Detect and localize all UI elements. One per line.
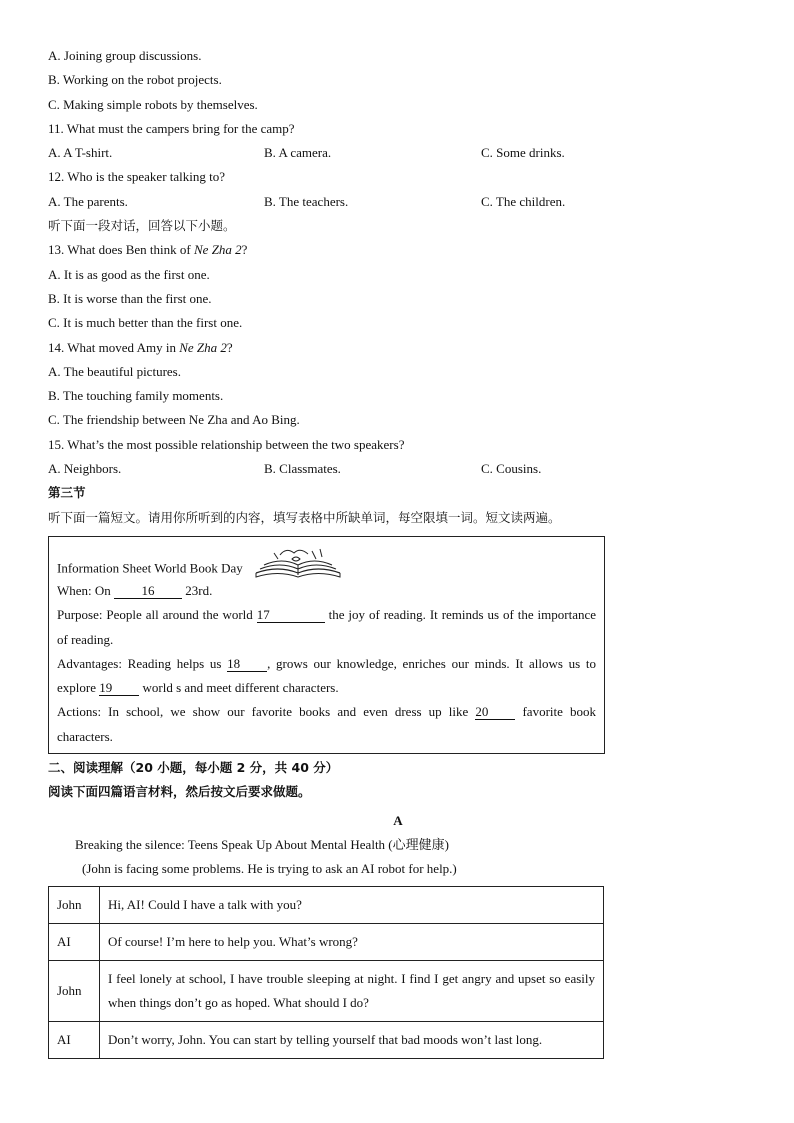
open-book-icon [250,545,346,594]
option-a: A. The beautiful pictures. [48,363,181,379]
option-a: A. A T-shirt. [48,145,113,161]
option-c: C. Cousins. [481,461,542,477]
table-row [49,923,604,960]
utterance: Of course! I’m here to help you. What’s wrong? [100,923,604,960]
option-b: B. Classmates. [264,461,341,477]
question-12-options [48,190,608,214]
option-c: C. Some drinks. [481,145,565,161]
option-a: A. Joining group discussions. [48,48,202,63]
passage-letter: A [393,812,403,828]
option-b: B. The teachers. [264,193,349,209]
section-title: 第三节 [48,485,86,501]
information-sheet [48,536,605,754]
sheet-title: Information Sheet World Book Day [57,560,243,576]
option-b: B. It is worse than the first one. [48,290,212,306]
option-c: C. The children. [481,193,566,209]
question-13: 13. What does Ben think of Ne Zha 2? [48,242,248,258]
blank-18[interactable]: 18 [227,656,267,672]
dialog-table [48,886,604,1059]
option-c: C. It is much better than the first one. [48,315,243,331]
speaker: AI [49,1021,100,1058]
dialog-intro: 听下面一段对话，回答以下小题。 [48,218,236,234]
utterance: I feel lonely at school, I have trouble sleeping at night. I find I get angry and upset so easily when things don’t go as hoped. What should I do? [100,960,604,1021]
option-b: B. A camera. [264,145,332,161]
blank-19[interactable]: 19 [99,680,139,696]
speaker: AI [49,923,100,960]
table-row [49,960,604,1021]
section-instruction: 听下面一篇短文。请用你所听到的内容，填写表格中所缺单词，每空限填一词。短文读两遍。 [48,509,561,525]
option-b: B. Working on the robot projects. [48,72,222,88]
question-11: 11. What must the campers bring for the camp? [48,120,295,136]
utterance: Hi, AI! Could I have a talk with you? [100,886,604,923]
table-row [49,1021,604,1058]
question-14: 14. What moved Amy in Ne Zha 2? [48,339,233,355]
question-15-options [48,457,608,481]
blank-17[interactable]: 17 [257,607,325,623]
question-12: 12. Who is the speaker talking to? [48,169,226,185]
exam-page [48,44,608,1059]
part-title: 二、阅读理解（20 小题，每小题 2 分，共 40 分） [48,760,339,776]
sheet-title-row [57,545,596,579]
sheet-purpose: Purpose: People all around the world 17 the joy of reading. It reminds us of the importance of reading. [57,607,597,647]
sheet-advantages: Advantages: Reading helps us 18 , grows our knowledge, enriches our minds. It allows us to explore 19 world s and meet different characters. [57,655,596,696]
blank-20[interactable]: 20 [475,704,515,720]
speaker: John [49,960,100,1021]
passage-subtitle: (John is facing some problems. He is trying to ask an AI robot for help.) [82,861,457,877]
option-a: A. Neighbors. [48,461,122,477]
table-row [49,886,604,923]
question-11-options [48,141,608,165]
option-c: C. Making simple robots by themselves. [48,96,258,112]
option-b: B. The touching family moments. [48,388,224,404]
speaker: John [49,886,100,923]
blank-16[interactable]: 16 [114,583,182,599]
question-15: 15. What’s the most possible relationship between the two speakers? [48,436,405,452]
part-instruction: 阅读下面四篇语言材料，然后按文后要求做题。 [48,784,311,800]
option-a: A. The parents. [48,193,128,209]
option-c: C. The friendship between Ne Zha and Ao Bing. [48,412,300,428]
sheet-when: When: On 16 23rd. [57,582,213,598]
passage-title: Breaking the silence: Teens Speak Up About Mental Health (心理健康) [75,836,449,852]
sheet-actions: Actions: In school, we show our favorite books and even dress up like 20 favorite book characters. [57,704,597,744]
option-a: A. It is as good as the first one. [48,266,210,282]
utterance: Don’t worry, John. You can start by telling yourself that bad moods won’t last long. [100,1021,604,1058]
